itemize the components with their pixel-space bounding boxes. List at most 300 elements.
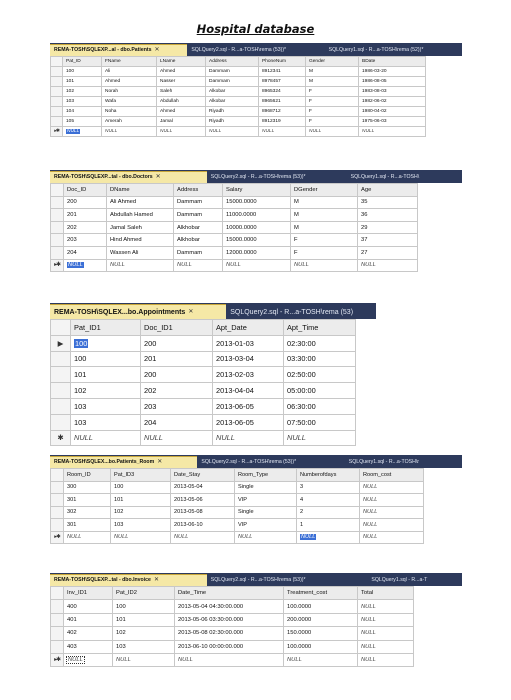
cell-value: 301 [67,496,77,503]
cell-doc-id1[interactable] [141,398,213,414]
cell-bdate[interactable] [359,107,426,117]
column-header-pat-id2[interactable]: Pat_ID2 [113,587,175,600]
cell-apt-date[interactable] [213,430,284,446]
cell-pat-id2[interactable] [113,653,175,666]
cell-room-type[interactable] [235,494,297,507]
cell-dname[interactable] [107,259,174,272]
table-row[interactable] [51,209,418,222]
cell-pat-id1[interactable] [71,383,141,399]
cell-pat-id[interactable] [63,67,102,77]
cell-date-stay[interactable] [171,531,235,544]
table-row[interactable] [51,600,414,613]
cell-value: 102 [114,509,124,516]
cell-dname[interactable] [107,209,174,222]
cell-age[interactable] [358,209,418,222]
cell-date-time[interactable] [175,640,284,653]
cell-numberofdays[interactable] [297,531,360,544]
column-header-dname[interactable]: DName [107,184,174,197]
row-selector[interactable] [51,335,71,351]
table-row[interactable] [51,640,414,653]
cell-value: 2013-03-04 [216,354,254,364]
cell-doc-id1[interactable] [141,430,213,446]
table-row[interactable] [51,351,356,367]
cell-date-time[interactable] [175,613,284,626]
cell-dgender[interactable] [291,259,358,272]
cell-phonenum[interactable] [259,127,306,137]
cell-room-cost[interactable] [360,481,424,494]
cell-fname[interactable] [102,67,157,77]
cell-value: 103 [74,417,87,427]
cell-bdate[interactable] [359,117,426,127]
column-header-pat-id[interactable]: Pat_ID [63,57,102,67]
cell-dname[interactable] [107,234,174,247]
cell-dname[interactable] [107,246,174,259]
cell-value: NULL [361,616,376,623]
cell-value: 4 [300,496,304,503]
tab-doctors[interactable] [50,171,207,183]
cell-apt-time[interactable] [284,383,356,399]
row-selector[interactable] [51,196,64,209]
column-header-date-time[interactable]: Date_Time [175,587,284,600]
cell-address[interactable] [174,209,223,222]
column-header-treatment-cost[interactable]: Treatment_cost [284,587,358,600]
header-row [51,320,356,336]
table-row[interactable] [51,335,356,351]
cell-pat-id[interactable] [63,87,102,97]
column-header-apt-date[interactable]: Apt_Date [213,320,284,336]
cell-doc-id[interactable] [64,246,107,259]
row-selector[interactable] [51,600,64,613]
cell-treatment-cost[interactable] [284,640,358,653]
cell-address[interactable] [174,196,223,209]
table-row[interactable] [51,430,356,446]
table-row[interactable] [51,127,426,137]
table-row[interactable] [51,613,414,626]
cell-room-type[interactable] [235,519,297,532]
cell-fname[interactable] [102,87,157,97]
tab-patients[interactable] [50,44,187,56]
cell-fname[interactable] [102,97,157,107]
column-header-address[interactable]: Address [206,57,259,67]
close-icon[interactable]: ✕ [188,308,194,315]
cell-inv-id1[interactable] [64,613,113,626]
cell-lname[interactable] [157,127,206,137]
cell-numberofdays[interactable] [297,494,360,507]
cell-treatment-cost[interactable] [284,613,358,626]
cell-lname[interactable] [157,117,206,127]
cell-pat-id2[interactable] [113,600,175,613]
cell-numberofdays[interactable] [297,481,360,494]
row-selector[interactable] [51,653,64,666]
cell-address[interactable] [206,127,259,137]
row-selector[interactable] [51,640,64,653]
cell-inv-id1[interactable] [64,653,113,666]
column-header-gender[interactable]: Gender [306,57,359,67]
row-selector[interactable] [51,613,64,626]
close-icon[interactable]: ✕ [153,577,159,583]
cell-phonenum[interactable] [259,77,306,87]
table-row[interactable] [51,383,356,399]
row-selector[interactable] [51,127,63,137]
cell-date-time[interactable] [175,653,284,666]
cell-room-type[interactable] [235,481,297,494]
cell-dgender[interactable] [291,246,358,259]
cell-pat-id2[interactable] [113,627,175,640]
cell-address[interactable] [174,221,223,234]
cell-salary[interactable] [223,196,291,209]
cell-room-cost[interactable] [360,519,424,532]
table-row[interactable] [51,246,418,259]
table-row[interactable] [51,519,424,532]
table-row[interactable] [51,414,356,430]
row-selector-header[interactable] [51,320,71,336]
cell-date-time[interactable] [175,600,284,613]
tab-query-2[interactable] [347,172,462,183]
column-header-bdate[interactable]: BDate [359,57,426,67]
cell-apt-date[interactable] [213,398,284,414]
cell-value: F [309,89,312,94]
tab-query-2[interactable] [325,45,462,56]
cell-pat-id[interactable] [63,97,102,107]
cell-dname[interactable] [107,221,174,234]
cell-address[interactable] [206,117,259,127]
cell-gender[interactable] [306,117,359,127]
cell-total[interactable] [358,640,414,653]
cell-address[interactable] [174,246,223,259]
cell-value: NULL [209,129,222,134]
cell-address[interactable] [206,97,259,107]
column-header-doc-id1[interactable]: Doc_ID1 [141,320,213,336]
row-selector[interactable] [51,506,64,519]
row-selector-header[interactable] [51,184,64,197]
column-header-numberofdays[interactable]: Numberofdays [297,469,360,482]
cell-age[interactable] [358,246,418,259]
cell-doc-id[interactable] [64,196,107,209]
cell-apt-time[interactable] [284,351,356,367]
row-selector[interactable] [51,367,71,383]
column-header-room-id[interactable]: Room_ID [64,469,111,482]
column-header-date-stay[interactable]: Date_Stay [171,469,235,482]
cell-address[interactable] [174,234,223,247]
table-row[interactable] [51,653,414,666]
tab-appointments[interactable] [50,304,226,319]
cell-pat-id[interactable] [63,107,102,117]
cell-gender[interactable] [306,77,359,87]
header-row [51,469,424,482]
cell-apt-date[interactable] [213,367,284,383]
cell-inv-id1[interactable] [64,627,113,640]
cell-pat-id3[interactable] [111,481,171,494]
row-selector[interactable] [51,246,64,259]
table-row[interactable] [51,107,426,117]
cell-pat-id2[interactable] [113,640,175,653]
cell-address[interactable] [206,67,259,77]
cell-apt-time[interactable] [284,335,356,351]
table-row[interactable] [51,367,356,383]
cell-apt-date[interactable] [213,335,284,351]
cell-doc-id1[interactable] [141,383,213,399]
table-row[interactable] [51,481,424,494]
row-selector[interactable] [51,398,71,414]
cell-date-stay[interactable] [171,494,235,507]
cell-dgender[interactable] [291,196,358,209]
cell-bdate[interactable] [359,67,426,77]
cell-value: Norah [105,89,119,94]
row-selector[interactable] [51,531,64,544]
cell-lname[interactable] [157,97,206,107]
cell-gender[interactable] [306,127,359,137]
cell-pat-id1[interactable] [71,430,141,446]
cell-date-stay[interactable] [171,519,235,532]
cell-doc-id1[interactable] [141,351,213,367]
cell-total[interactable] [358,600,414,613]
cell-doc-id[interactable] [64,234,107,247]
cell-pat-id3[interactable] [111,494,171,507]
cell-address[interactable] [206,87,259,97]
cell-value: 2013-05-06 [174,496,203,503]
cell-address[interactable] [174,259,223,272]
column-header-salary[interactable]: Salary [223,184,291,197]
cell-total[interactable] [358,627,414,640]
column-header-fname[interactable]: FName [102,57,157,67]
current-row-arrow-icon: ▸ [54,262,57,269]
row-selector-header[interactable] [51,587,64,600]
cell-phonenum[interactable] [259,117,306,127]
tab-query-1[interactable] [197,457,344,468]
cell-room-id[interactable] [64,519,111,532]
column-header-dgender[interactable]: DGender [291,184,358,197]
cell-salary[interactable] [223,259,291,272]
cell-pat-id1[interactable] [71,398,141,414]
cell-dgender[interactable] [291,234,358,247]
column-header-pat-id3[interactable]: Pat_ID3 [111,469,171,482]
table-row[interactable] [51,87,426,97]
tab-patients-room[interactable] [50,456,197,468]
tab-query-2[interactable] [367,575,462,586]
cell-doc-id[interactable] [64,209,107,222]
cell-apt-date[interactable] [213,414,284,430]
cell-doc-id[interactable] [64,221,107,234]
table-row[interactable] [51,117,426,127]
cell-apt-time[interactable] [284,430,356,446]
cell-treatment-cost[interactable] [284,627,358,640]
cell-phonenum[interactable] [259,67,306,77]
cell-pat-id2[interactable] [113,613,175,626]
row-selector[interactable] [51,117,63,127]
close-icon[interactable]: ✕ [154,47,160,53]
cell-gender[interactable] [306,107,359,117]
row-selector[interactable] [51,209,64,222]
tab-query-1[interactable] [207,172,347,183]
cell-inv-id1[interactable] [64,640,113,653]
cell-gender[interactable] [306,87,359,97]
cell-bdate[interactable] [359,127,426,137]
cell-apt-date[interactable] [213,383,284,399]
cell-gender[interactable] [306,67,359,77]
row-selector[interactable] [51,383,71,399]
cell-room-id[interactable] [64,506,111,519]
cell-value: NULL [160,129,173,134]
cell-fname[interactable] [102,117,157,127]
cell-lname[interactable] [157,77,206,87]
row-selector[interactable] [51,519,64,532]
table-row[interactable] [51,531,424,544]
cell-apt-time[interactable] [284,367,356,383]
cell-total[interactable] [358,653,414,666]
cell-gender[interactable] [306,97,359,107]
row-selector[interactable] [51,77,63,87]
table-row[interactable] [51,234,418,247]
new-row-asterisk-icon: ✱ [57,433,64,443]
column-header-room-type[interactable]: Room_Type [235,469,297,482]
tab-invoice[interactable] [50,574,207,586]
row-selector[interactable] [51,87,63,97]
column-header-doc-id[interactable]: Doc_ID [64,184,107,197]
table-row[interactable] [51,506,424,519]
cell-bdate[interactable] [359,87,426,97]
cell-room-type[interactable] [235,531,297,544]
column-header-total[interactable]: Total [358,587,414,600]
cell-lname[interactable] [157,107,206,117]
table-row[interactable] [51,494,424,507]
cell-pat-id1[interactable] [71,335,141,351]
tab-query-1[interactable] [187,45,324,56]
cell-room-id[interactable] [64,481,111,494]
cell-salary[interactable] [223,234,291,247]
cell-address[interactable] [206,107,259,117]
cell-age[interactable] [358,221,418,234]
table-row[interactable] [51,67,426,77]
close-icon[interactable]: ✕ [157,459,163,465]
table-row[interactable] [51,97,426,107]
cell-date-stay[interactable] [171,506,235,519]
cell-value: Ali [105,69,111,74]
table-row[interactable] [51,627,414,640]
cell-dgender[interactable] [291,209,358,222]
cell-numberofdays[interactable] [297,506,360,519]
cell-pat-id1[interactable] [71,351,141,367]
cell-dname[interactable] [107,196,174,209]
row-selector[interactable] [51,221,64,234]
row-selector[interactable] [51,414,71,430]
cell-pat-id[interactable] [63,77,102,87]
cell-value: VIP [238,496,248,503]
cell-room-cost[interactable] [360,506,424,519]
row-selector[interactable] [51,351,71,367]
cell-apt-time[interactable] [284,398,356,414]
tab-query-2[interactable] [345,457,462,468]
column-header-room-cost[interactable]: Room_cost [360,469,424,482]
table-row[interactable] [51,398,356,414]
column-header-pat-id1[interactable]: Pat_ID1 [71,320,141,336]
row-selector[interactable] [51,430,71,446]
tab-query-1[interactable] [207,575,368,586]
cell-pat-id1[interactable] [71,367,141,383]
cell-age[interactable] [358,259,418,272]
cell-doc-id1[interactable] [141,414,213,430]
cell-doc-id1[interactable] [141,367,213,383]
cell-doc-id1[interactable] [141,335,213,351]
cell-bdate[interactable] [359,77,426,87]
row-selector[interactable] [51,481,64,494]
cell-fname[interactable] [102,107,157,117]
row-selector-header[interactable] [51,57,63,67]
cell-doc-id[interactable] [64,259,107,272]
column-header-inv-id1[interactable]: Inv_ID1 [64,587,113,600]
row-selector[interactable] [51,107,63,117]
column-header-age[interactable]: Age [358,184,418,197]
cell-lname[interactable] [157,67,206,77]
cell-room-id[interactable] [64,531,111,544]
cell-bdate[interactable] [359,97,426,107]
table-row[interactable] [51,259,418,272]
cell-pat-id[interactable] [63,117,102,127]
cell-fname[interactable] [102,127,157,137]
cell-value: NULL [226,262,241,269]
cell-apt-date[interactable] [213,351,284,367]
cell-dgender[interactable] [291,221,358,234]
cell-pat-id[interactable] [63,127,102,137]
column-header-address[interactable]: Address [174,184,223,197]
cell-room-id[interactable] [64,494,111,507]
row-selector[interactable] [51,627,64,640]
cell-age[interactable] [358,234,418,247]
row-selector[interactable] [51,494,64,507]
cell-salary[interactable] [223,209,291,222]
cell-value: NULL [114,534,129,541]
table-row[interactable] [51,196,418,209]
cell-phonenum[interactable] [259,97,306,107]
row-selector-header[interactable] [51,469,64,482]
tab-query-1[interactable] [226,305,376,319]
cell-room-cost[interactable] [360,494,424,507]
cell-pat-id3[interactable] [111,519,171,532]
row-selector[interactable] [51,259,64,272]
column-header-phonenum[interactable]: PhoneNum [259,57,306,67]
row-selector[interactable] [51,97,63,107]
cell-apt-time[interactable] [284,414,356,430]
column-header-apt-time[interactable]: Apt_Time [284,320,356,336]
cell-address[interactable] [206,77,259,87]
cell-pat-id1[interactable] [71,414,141,430]
cell-date-stay[interactable] [171,481,235,494]
row-selector[interactable] [51,67,63,77]
table-row[interactable] [51,77,426,87]
cell-inv-id1[interactable] [64,600,113,613]
close-icon[interactable]: ✕ [155,174,161,180]
cell-pat-id3[interactable] [111,531,171,544]
table-row[interactable] [51,221,418,234]
cell-salary[interactable] [223,246,291,259]
cell-salary[interactable] [223,221,291,234]
cell-pat-id3[interactable] [111,506,171,519]
cell-phonenum[interactable] [259,107,306,117]
cell-room-type[interactable] [235,506,297,519]
cell-room-cost[interactable] [360,531,424,544]
cell-age[interactable] [358,196,418,209]
cell-treatment-cost[interactable] [284,600,358,613]
column-header-lname[interactable]: LName [157,57,206,67]
cell-fname[interactable] [102,77,157,87]
cell-total[interactable] [358,613,414,626]
cell-lname[interactable] [157,87,206,97]
cell-phonenum[interactable] [259,87,306,97]
cell-numberofdays[interactable] [297,519,360,532]
cell-value: 2013-06-10 [174,521,203,528]
cell-date-time[interactable] [175,627,284,640]
row-selector[interactable] [51,234,64,247]
cell-treatment-cost[interactable] [284,653,358,666]
